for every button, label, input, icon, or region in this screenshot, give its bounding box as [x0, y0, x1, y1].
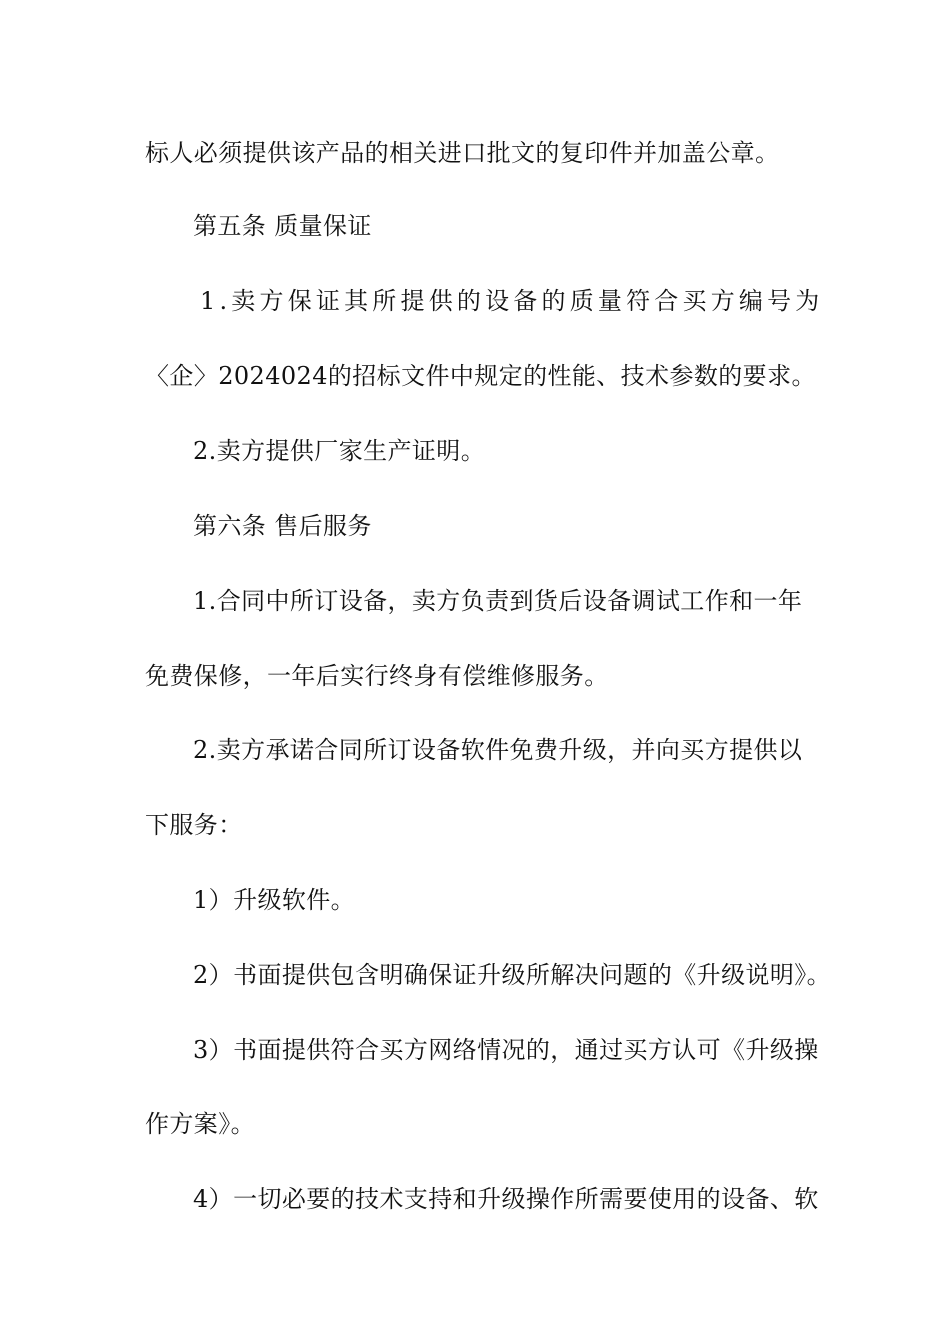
paragraph-line: 下服务：	[145, 811, 243, 839]
list-item: 1）升级软件。	[193, 886, 356, 914]
paragraph-line: 免费保修，一年后实行终身有偿维修服务。	[145, 662, 609, 690]
paragraph-line: 2.卖方承诺合同所订设备软件免费升级，并向买方提供以	[193, 736, 803, 764]
paragraph-line: 1.卖方保证其所提供的设备的质量符合买方编号为	[200, 287, 824, 315]
paragraph-line: 2.卖方提供厂家生产证明。	[193, 437, 486, 465]
section-heading-quality-warranty: 第五条 质量保证	[193, 212, 372, 240]
paragraph-line: 作方案》。	[145, 1110, 255, 1138]
section-heading-after-sales: 第六条 售后服务	[193, 512, 372, 540]
list-item: 3）书面提供符合买方网络情况的，通过买方认可《升级操	[193, 1036, 819, 1064]
paragraph-line: 〈企〉2024024的招标文件中规定的性能、技术参数的要求。	[145, 362, 816, 390]
paragraph-line: 1.合同中所订设备，卖方负责到货后设备调试工作和一年	[193, 587, 803, 615]
paragraph-line: 标人必须提供该产品的相关进口批文的复印件并加盖公章。	[145, 139, 780, 167]
list-item: 4）一切必要的技术支持和升级操作所需要使用的设备、软	[193, 1185, 819, 1213]
list-item: 2）书面提供包含明确保证升级所解决问题的《升级说明》。	[193, 961, 832, 989]
